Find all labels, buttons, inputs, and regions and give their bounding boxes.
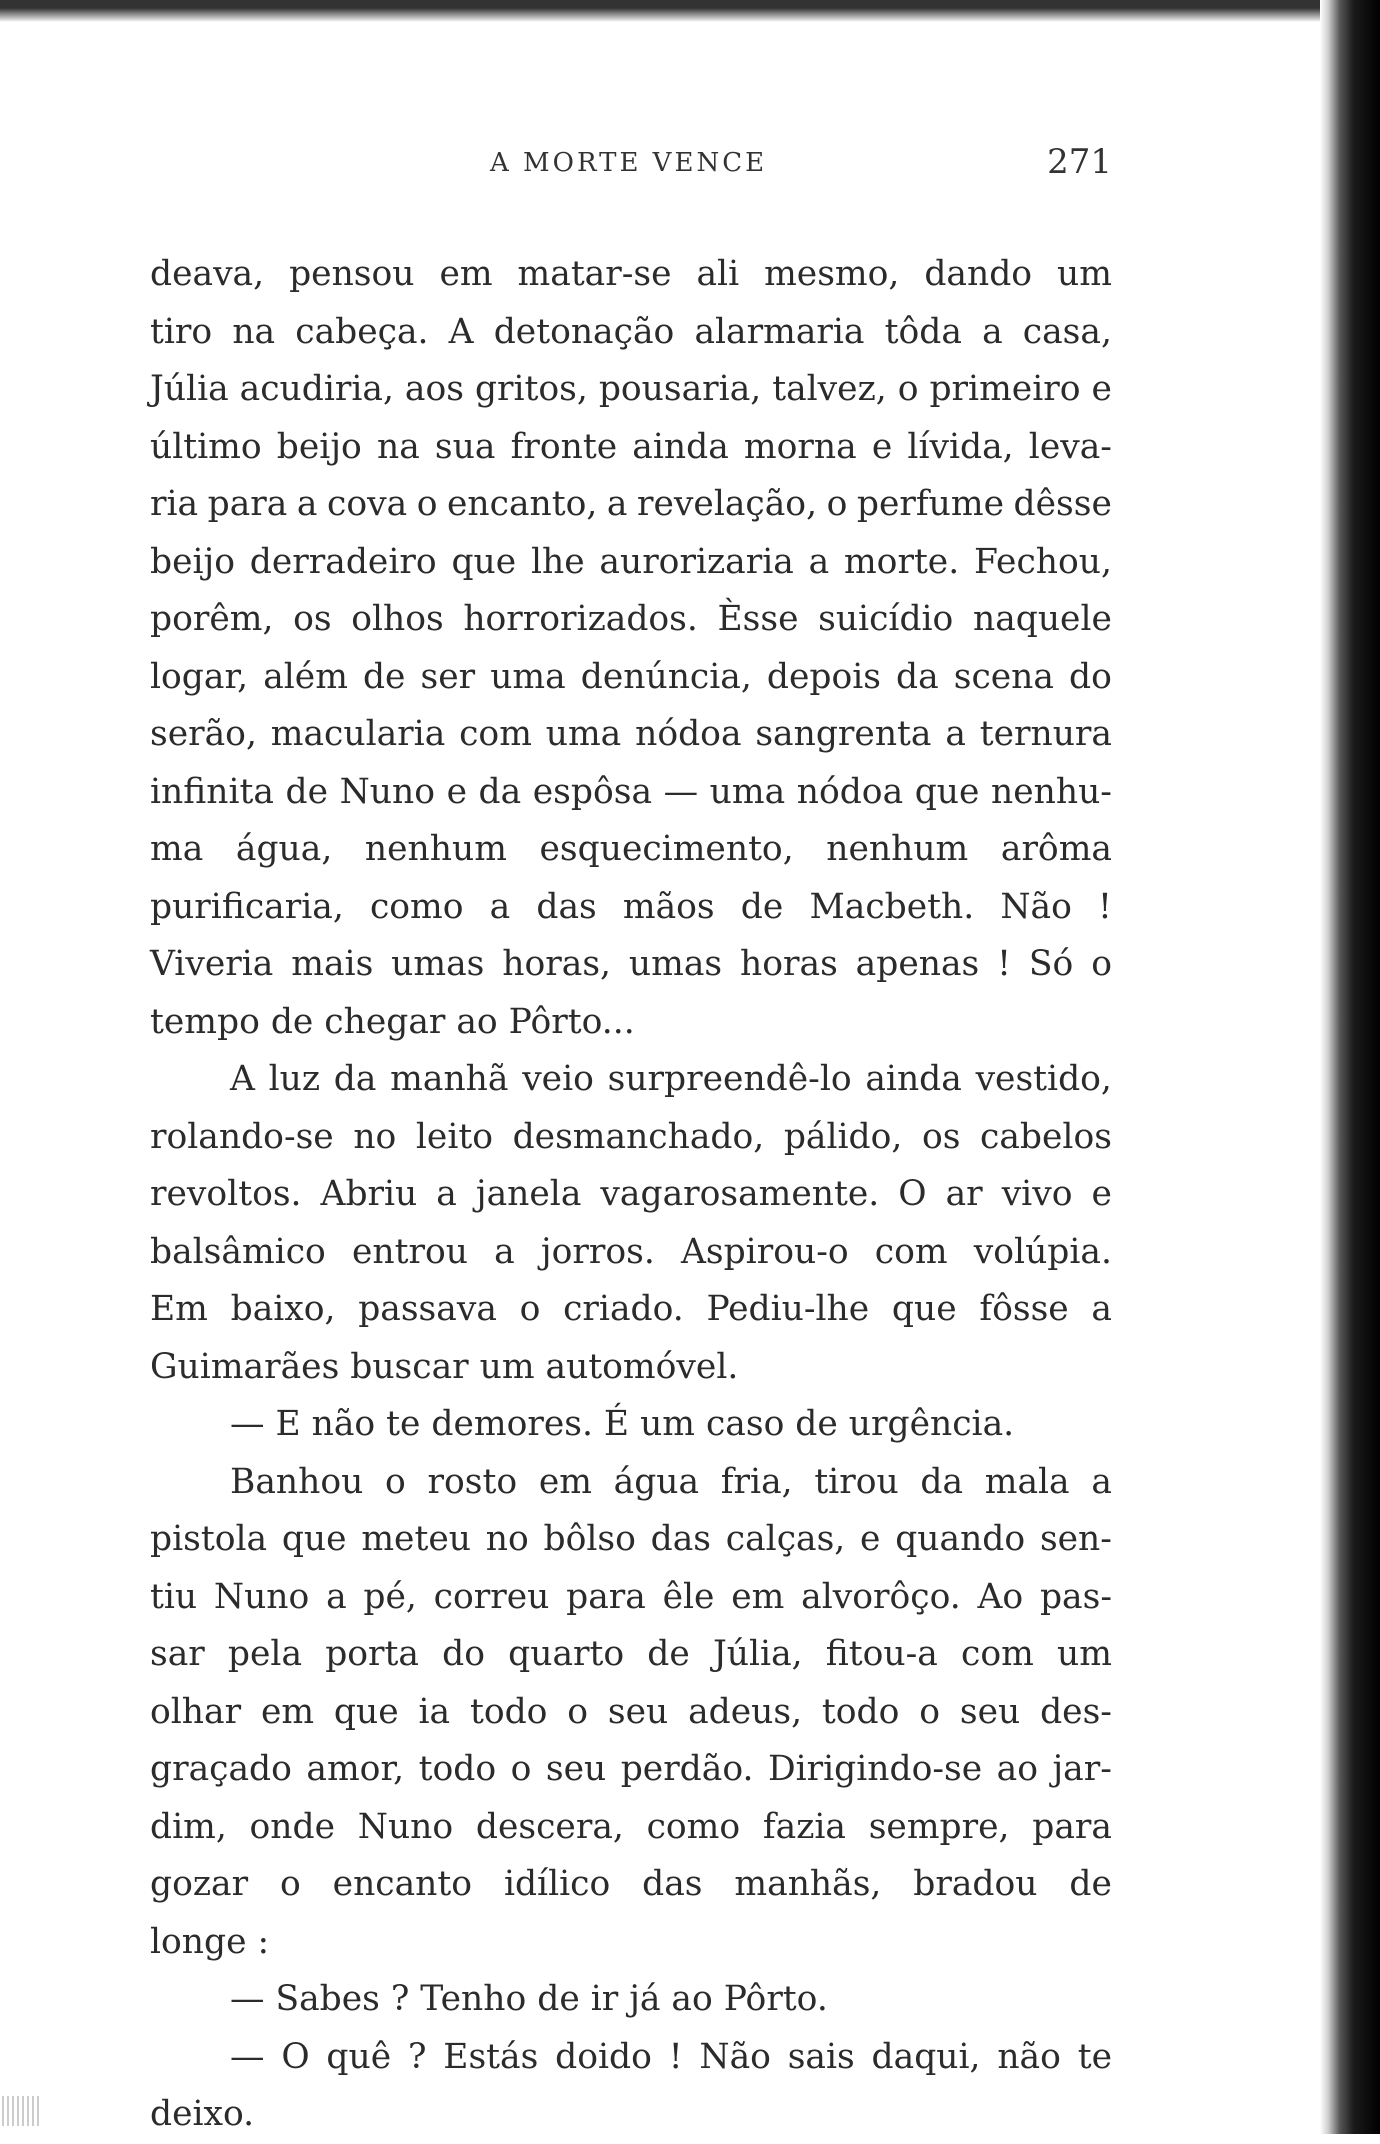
text-line [150,2029,1112,2087]
word: Estás [443,2036,539,2077]
word: denúncia, [580,656,752,697]
word: fria, [720,1461,793,1502]
word: onde [249,1806,336,1847]
word: a [296,484,318,524]
word: sar [150,1634,205,1674]
word: fazia [762,1806,846,1847]
line-text: tempo de chegar ao Pôrto... [150,1001,635,1042]
text-line [150,1281,1112,1339]
word: porêm, [150,599,274,639]
word: criado. [563,1289,684,1329]
word: mala [984,1461,1070,1502]
word: quando [895,1519,1026,1559]
word: de [647,1634,690,1674]
word: matar-se [517,254,672,294]
word: Fechou, [973,541,1112,582]
word: doido [555,2036,652,2077]
word: Só [1028,944,1074,984]
word: o [279,1864,301,1904]
word: daqui, [871,2036,981,2077]
word: mesmo, [764,254,900,294]
word: todo [418,1749,497,1789]
text-line [150,1914,1112,1972]
word: ao [996,1749,1038,1789]
word: Não [699,2036,771,2077]
word: Não [1000,886,1072,927]
word: ! [668,2036,683,2077]
text-line [150,649,1112,707]
word: bradou [913,1864,1038,1904]
word: água, [235,829,333,869]
word: sempre, [868,1806,1010,1847]
line-text: longe : [150,1921,270,1962]
word: sua [434,426,496,467]
word: da [333,1059,377,1099]
word: alvorôço. [801,1576,961,1617]
word: jorros. [540,1231,655,1272]
word: beijo [150,541,236,582]
text-line [150,936,1112,994]
word: quarto [508,1634,625,1674]
word: A [230,1059,255,1099]
word: e [446,771,467,812]
word: purificaria, [150,886,344,927]
word: ali [696,254,740,294]
page-top-edge-shadow [0,0,1380,22]
word: meteu [361,1519,471,1559]
word: horrorizados. [463,599,698,639]
word: graçado [150,1749,292,1789]
word: como [646,1806,741,1847]
word: em [439,254,493,294]
word: veio [522,1059,594,1099]
word: tiro [150,311,213,352]
word: no [353,1116,397,1157]
text-line [150,591,1112,649]
word: Èsse [717,599,799,639]
word: des- [1040,1691,1112,1732]
word: Banhou [230,1461,364,1502]
word: não [997,2036,1061,2077]
word: o [416,484,438,524]
text-line [150,1511,1112,1569]
word: calças, [725,1519,846,1559]
word: que [891,1289,957,1329]
word: a [945,714,966,754]
word: ma [150,829,204,869]
word: Júlia [150,369,229,409]
word: aos [404,369,464,409]
word: umas [391,944,485,984]
word: rolando-se [150,1116,334,1157]
word: ainda [632,426,729,467]
word: a [326,1576,347,1617]
word: de [285,771,329,812]
word: talvez, [772,369,887,409]
word: fitou-a [825,1634,938,1674]
page-header [150,142,1112,188]
word: seu [959,1691,1021,1732]
word: um [1057,254,1112,294]
word: Aspirou-o [680,1231,849,1272]
word: para [207,484,288,524]
word: primeiro [929,369,1081,409]
word: pé, [363,1576,417,1617]
word: nenhu- [991,771,1112,812]
word: umas [628,944,723,984]
word: serão, [150,714,257,754]
word: apenas [855,944,980,984]
word: mais [291,944,374,984]
line-text: deixo. [150,2094,255,2134]
word: ser [420,656,476,697]
word: ! [1098,886,1112,927]
word: dêsse [1013,484,1112,524]
text-line [150,1856,1112,1914]
word: a [494,1231,515,1272]
word: luz [268,1059,321,1099]
word: nenhum [826,829,969,869]
text-line [150,1684,1112,1742]
word: o [567,1691,589,1732]
word: naquele [972,599,1112,639]
word: morna [743,426,857,467]
word: perdão. [620,1749,754,1789]
word: tôda [884,311,962,352]
word: seu [545,1749,607,1789]
word: descera, [475,1806,624,1847]
word: a [489,886,511,927]
word: detonação [493,311,675,352]
text-line [150,994,1112,1052]
word: espôsa [532,771,653,812]
word: — [663,771,699,812]
word: Ao [977,1576,1024,1617]
word: todo [469,1691,548,1732]
word: com [961,1634,1034,1674]
word: dando [924,254,1033,294]
word: o [826,484,848,524]
word: olhos [351,599,444,639]
word: O [898,1174,927,1214]
word: com [874,1231,948,1272]
word: rosto [427,1461,518,1502]
word: pistola [150,1519,268,1559]
word: que [281,1519,347,1559]
word: manhãs, [734,1864,882,1904]
word: surpreendê-lo [607,1059,852,1099]
word: pensou [289,254,415,294]
line-text: — Sabes ? Tenho de ir já ao Pôrto. [230,1979,828,2019]
word: O [281,2036,310,2077]
word: cabelos [980,1116,1112,1157]
word: pálido, [783,1116,903,1157]
text-line [150,304,1112,362]
word: tiu [150,1576,198,1617]
word: sangrenta [755,714,932,754]
word: das [642,1864,703,1904]
word: o [519,1289,541,1329]
word: jar- [1052,1749,1112,1789]
word: Júlia, [712,1634,803,1674]
text-line [150,1224,1112,1282]
word: gritos, [474,369,588,409]
word: para [566,1576,646,1617]
text-line [150,1396,1112,1454]
word: a [1091,1289,1112,1329]
word: e [860,1519,881,1559]
line-text: — E não te demores. É um caso de urgência. [230,1404,1015,1444]
text-line [150,1166,1112,1224]
word: na [232,311,276,352]
word: a [436,1174,457,1214]
word: beijo [276,426,362,467]
word: todo [821,1691,900,1732]
word: baixo, [230,1289,336,1329]
word: desmanchado, [512,1116,765,1157]
word: êle [662,1576,715,1617]
word: os [921,1116,961,1157]
word: scena [953,656,1054,697]
word: fronte [510,426,618,467]
word: vagarosamente. [600,1174,880,1214]
word: das [650,1519,711,1559]
body-text [150,246,1112,2144]
word: último [150,426,262,467]
word: de [740,886,784,927]
word: com [459,714,532,754]
word: revelação, [637,484,818,524]
word: alarmaria [694,311,865,352]
text-line [150,1339,1112,1397]
word: leva- [1028,426,1112,467]
word: que [451,541,517,582]
word: Em [150,1289,208,1329]
word: te [1077,2036,1112,2077]
word: tirou [814,1461,899,1502]
word: acudiria, [239,369,394,409]
word: olhar [150,1691,242,1732]
text-line [150,1569,1112,1627]
word: a [808,541,830,582]
word: lhe [530,541,585,582]
running-head: A MORTE VENCE [490,148,768,178]
word: manhã [390,1059,509,1099]
word: ar [945,1174,983,1214]
word: ainda [865,1059,962,1099]
word: depois [766,656,881,697]
word: em [538,1461,592,1502]
text-line [150,706,1112,764]
word: macularia [270,714,446,754]
word: do [1069,656,1112,697]
text-line [150,2086,1112,2144]
text-line [150,1971,1112,2029]
word: Dirigindo-se [767,1749,983,1789]
word: a [606,484,628,524]
word: horas [740,944,838,984]
word: vestido, [975,1059,1112,1099]
word: a [982,311,1003,352]
word: cabeça. [295,311,429,352]
word: passava [358,1289,497,1329]
word: correu [433,1576,550,1617]
word: gozar [150,1864,249,1904]
word: infinita [150,771,274,812]
word: pas- [1039,1576,1112,1617]
word: na [376,426,420,467]
text-line [150,879,1112,937]
word: para [1032,1806,1112,1847]
word: volúpia. [973,1231,1112,1272]
text-line [150,1454,1112,1512]
word: Abriu [320,1174,418,1214]
text-line [150,534,1112,592]
word: fôsse [979,1289,1069,1329]
word: ! [997,944,1012,984]
word: seu [607,1691,669,1732]
word: de [1069,1864,1112,1904]
page-number: 271 [1047,142,1112,182]
word: lívida, [907,426,1014,467]
word: leito [415,1116,494,1157]
word: pela [227,1634,303,1674]
text-line [150,821,1112,879]
text-line [150,361,1112,419]
word: pousaria, [598,369,762,409]
page-binding-shadow [1320,0,1380,2134]
word: ? [407,2036,427,2077]
text-line [150,764,1112,822]
word: casa, [1022,311,1112,352]
word: como [369,886,464,927]
word: sen- [1039,1519,1112,1559]
word: idílico [503,1864,611,1904]
word: ria [150,484,199,524]
word: e [1091,1174,1112,1214]
word: quê [326,2036,392,2077]
line-text: Guimarães buscar um automóvel. [150,1346,739,1387]
word: Pediu-lhe [706,1289,870,1329]
word: mãos [622,886,715,927]
word: os [293,599,332,639]
text-line [150,476,1112,534]
word: o [897,369,919,409]
word: arôma [1000,829,1112,869]
text-line [150,1741,1112,1799]
word: Nuno [357,1806,454,1847]
word: revoltos. [150,1174,302,1214]
word: em [731,1576,785,1617]
word: o [1091,944,1112,984]
word: deava, [150,254,265,294]
word: a [1091,1461,1112,1502]
word: o [385,1461,406,1502]
word: Macbeth. [809,886,975,927]
word: amor, [306,1749,405,1789]
word: Nuno [213,1576,310,1617]
text-line [150,419,1112,477]
word: uma [490,656,566,697]
word: bôlso [543,1519,636,1559]
word: encanto [332,1864,473,1904]
scan-marks [2,2096,42,2126]
word: logar, [150,656,249,697]
word: — [230,2036,265,2077]
text-line [150,1051,1112,1109]
word: das [536,886,597,927]
word: o [510,1749,532,1789]
word: ia [418,1691,451,1732]
word: sais [787,2036,855,2077]
word: porta [325,1634,419,1674]
word: nódoa [796,771,904,812]
word: derradeiro [249,541,437,582]
word: uma [545,714,622,754]
word: nenhum [364,829,507,869]
word: Viveria [150,944,274,984]
word: cova [327,484,408,524]
word: que [333,1691,399,1732]
word: do [442,1634,485,1674]
word: perfume [856,484,1005,524]
word: vivo [1001,1174,1073,1214]
word: no [485,1519,529,1559]
word: e [1091,369,1112,409]
word: da [896,656,939,697]
word: dim, [150,1806,227,1847]
word: da [920,1461,964,1502]
word: entrou [351,1231,468,1272]
word: além [263,656,348,697]
word: e [871,426,893,467]
word: um [1057,1634,1112,1674]
word: que [914,771,980,812]
word: em [260,1691,315,1732]
word: A [448,311,474,352]
word: o [919,1691,941,1732]
word: aurorizaria [599,541,794,582]
word: encanto, [447,484,598,524]
word: água [613,1461,700,1502]
text-line [150,1626,1112,1684]
word: horas, [502,944,612,984]
word: esquecimento, [539,829,794,869]
word: Nuno [339,771,435,812]
text-line [150,246,1112,304]
word: ternura [979,714,1112,754]
word: de [362,656,406,697]
word: balsâmico [150,1231,326,1272]
word: janela [475,1174,582,1214]
word: nódoa [635,714,742,754]
word: da [478,771,522,812]
text-line [150,1109,1112,1167]
word: adeus, [688,1691,803,1732]
word: morte. [843,541,960,582]
word: uma [709,771,786,812]
text-line [150,1799,1112,1857]
word: suicídio [818,599,954,639]
